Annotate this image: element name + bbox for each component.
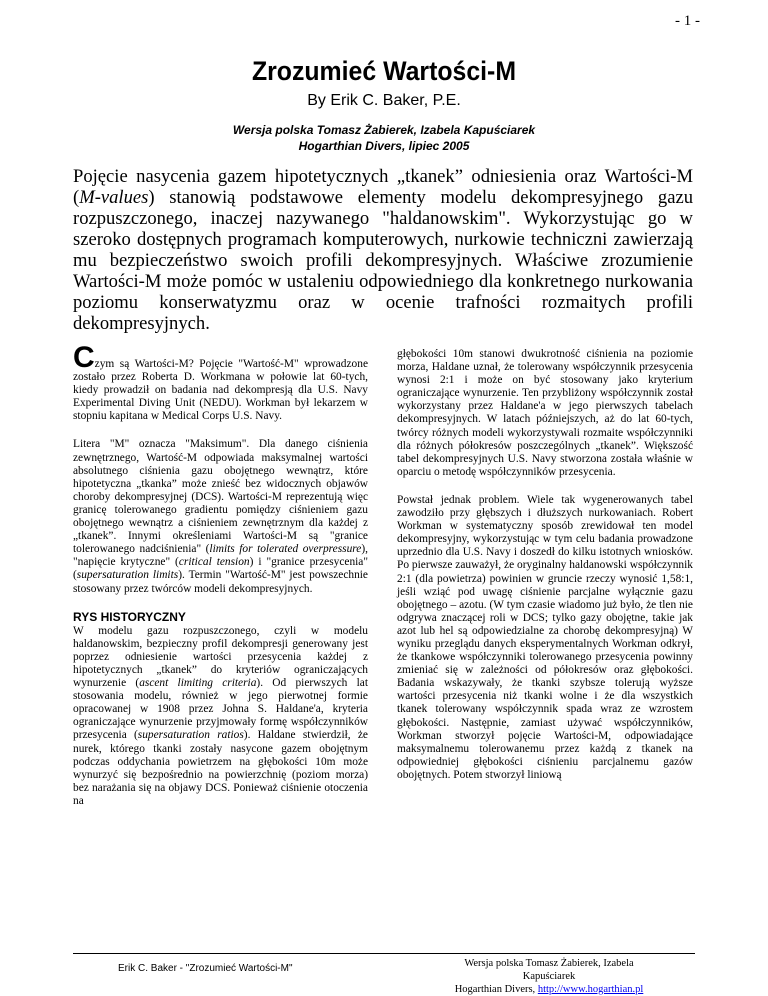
intro-paragraph [73, 166, 693, 334]
italic-term: supersaturation limits [76, 569, 179, 582]
paragraph-letter-m [73, 438, 368, 595]
footer-publisher-name: Hogarthian Divers, [454, 984, 538, 995]
paragraph-text: ). Haldane stwierdził, że nurek, którego tkanki zostały nasycone gazem obojętnym podczas oddychania powietrzem na głębokości 10m może wynurzyć się bezpośrednio na powierzchnię (poziom morza) bez narażania się na objawy DCS. Ponieważ ciśnienie otoczenia na [73, 729, 368, 807]
paragraph-text: zym są Wartości-M? Pojęcie "Wartość-M" wprowadzone zostało przez Roberta D. Workmana w połowie lat 60-tych, kiedy prowadził on badania nad dekompresją dla U.S. Navy Experimental Diving Unit (NEDU). Workman był lekarzem w stopniu kapitana w Medical Corps U.S. Navy. [73, 358, 368, 423]
paragraph-text: Litera "M" oznacza "Maksimum". Dla danego ciśnienia zewnętrznego, Wartość-M odpowiada maksymalnej wartości absolutnego ciśnienia gazu obojętnego wewnątrz, które hipotetyczna „tkanka” może znieść bez widocznych objawów choroby dekompresyjnej (DCS). Wartości-M reprezentują więc granicę tolerowanego gradientu pomiędzy ciśnieniem gazu obojętnego wewnątrz a ciśnieniem zewnętrznym dla każdej z „tkanek”. Innymi określeniami Wartości-M są "granice tolerowanego nadciśnienia" ( [73, 438, 368, 556]
paragraph-what-are-mvalues [73, 341, 368, 423]
paragraph-history [73, 625, 368, 808]
intro-text-2: ) stanowią podstawowe elementy modelu dekompresyjnego gazu rozpuszczonego, inaczej nazywanego "haldanowskim". Wykorzystując go w szeroko dostępnych programach komputerowych, nurkowie techniczni zawierzają mu bezpieczeństwo swoich profili dekompresyjnych. Właściwe zrozumienie Wartości-M może pomóc w ustaleniu odpowiedniego dla konkretnego nurkowania poziomu konserwatyzmu oraz w ocenie trafności rozmaitych profili dekompresyjnych. [73, 187, 693, 334]
translation-authors: Wersja polska Tomasz Żabierek, Izabela Kapuściarek [232, 123, 536, 137]
footer-publisher [440, 983, 658, 996]
intro-term-mvalues: M-values [79, 187, 149, 208]
page-number: - 1 - [675, 13, 700, 29]
paragraph-text: W modelu gazu rozpuszczonego, czyli w modelu haldanowskim, bezpieczny profil dekompresji generowany jest poprzez odniesienie wartości przesycenia każdej z hipotetycznych „tkanek” do kryteriów ograniczających wynurzenie ( [73, 624, 368, 690]
paragraph-text: ). Termin "Wartość-M" jest powszechnie stosowany przez twórców modeli dekompresyjnych. [73, 569, 368, 595]
right-column [397, 348, 693, 797]
paragraph-text: ) i "granice przesycenia" ( [73, 556, 369, 582]
paragraph-workman-revision: Powstał jednak problem. Wiele tak wygenerowanych tabel zawodziło przy głębszych i dłuższych nurkowaniach. Robert Workman w systematyczny sposób zrewidował ten model dekompresyjny, wykorzystując w tym celu badania prowadzone uprzednio dla U.S. Navy i doszedł do kilku istotnych wniosków. Po pierwsze zauważył, że oryginalny haldanowski współczynnik 2:1 (dla powietrza) powinien w gruncie rzeczy wynosić 1,58:1, jeśli wziąć pod uwagę ciśnienie parcjalne wyłącznie gazu obojętnego – azotu. (W tym czasie wiadomo już było, że tlen nie odgrywa znaczącej roli w DCS; tylko gazy obojętne, takie jak azot lub hel są odpowiedzialne za chorobę dekompresyjną) W wyniku przeglądu danych eksperymentalnych Workman odkrył, że tkankowe współczynniki tolerowanego przesycenia powinny zmieniać się w zależności od półokresów oraz głębokości. Badania wskazywały, że tkanki szybsze tolerują wyższe wartości przesycenia niż tkanki wolne i że dla wszystkich tkanek tolerowany współczynnik spada wraz ze wzrostem głębokości. Następnie, zamiast używać współczynników, Workman stworzył pojęcie Wartości-M, odpowiadające maksymalnemu tolerowanemu przez każdą z tkanek na odpowiedniej głębokości ciśnieniu parcjalnemu gazów obojętnych. Potem stworzył liniową [397, 493, 693, 781]
italic-term: limits for tolerated overpressure [209, 543, 362, 556]
paragraph-text: ). Od pierwszych lat stosowania modelu, również w jego pierwotnej formie opracowanej w 1908 przez Johna S. Haldane'a, kryteria ograniczające wynurzenie przyjmowały formę współczynników przesycenia ( [73, 677, 368, 742]
page-title: Zrozumieć Wartości-M [251, 56, 517, 86]
footer-citation: Erik C. Baker - "Zrozumieć Wartości-M" [118, 963, 293, 974]
footer-website-link[interactable]: http://www.hogarthian.pl [537, 984, 644, 995]
drop-cap: C [73, 341, 95, 374]
paragraph-haldane-ratio: głębokości 10m stanowi dwukrotność ciśnienia na poziomie morza, Haldane uznał, że tolerowany współczynnik przesycenia wynosi 2:1 i może on być stosowany jako kryterium ograniczające wynurzenie. Ten przybliżony współczynnik został wykorzystany przez Haldane'a w jego pierwszych tabelach dekompresyjnych. W latach późniejszych, aż do lat 60-tych, twórcy różnych modeli wykorzystywali rozmaite współczynniki dla różnych półokresów poszczególnych „tkanek”. Większość tabel dekompresyjnych U.S. Navy stworzona została właśnie w oparciu o metodę współczynników przesycenia. [397, 348, 693, 478]
intro-text-1: Pojęcie nasycenia gazem hipotetycznych „tkanek” odniesienia oraz Wartości-M ( [73, 166, 693, 208]
footer-divider [73, 953, 695, 954]
translation-credit [0, 122, 768, 154]
section-heading-history: RYS HISTORYCZNY [73, 609, 186, 624]
footer-translators: Wersja polska Tomasz Żabierek, Izabela Kapuściarek [464, 958, 634, 982]
italic-term: ascent limiting criteria [139, 677, 257, 690]
italic-term: supersaturation ratios [137, 729, 244, 742]
paragraph-text: ), "napięcie krytyczne" ( [73, 543, 369, 569]
left-column [73, 341, 369, 823]
author-byline: By Erik C. Baker, P.E. [307, 92, 461, 109]
footer-translation-credit [440, 957, 658, 996]
italic-term: critical tension [178, 556, 250, 569]
translation-publisher: Hogarthian Divers, lipiec 2005 [298, 139, 470, 153]
